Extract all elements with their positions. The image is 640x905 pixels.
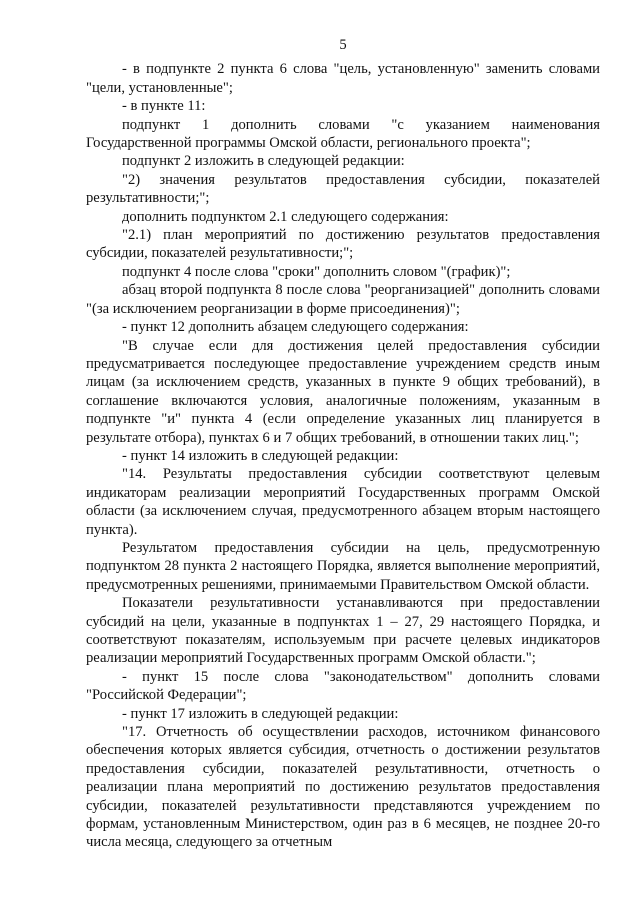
paragraph-4: подпункт 2 изложить в следующей редакции: [122,153,405,170]
document-body [86,60,600,851]
paragraph-1: - в подпункте 2 пункта 6 слова "цель, установленную" заменить словами "цели, установленные"; [86,61,600,96]
paragraph-6: дополнить подпунктом 2.1 следующего содержания: [122,208,449,225]
paragraph-16: - пункт 15 после слова "законодательством" дополнить словами "Российской Федерации"; [86,668,600,704]
paragraph-10: - пункт 12 дополнить абзацем следующего содержания: [122,319,469,336]
paragraph-12: - пункт 14 изложить в следующей редакции: [122,447,399,464]
paragraph-17: - пункт 17 изложить в следующей редакции: [122,705,399,722]
paragraph-7: "2.1) план мероприятий по достижению результатов предоставления субсидии, показателей результативности;"; [86,227,600,262]
paragraph-14: Результатом предоставления субсидии на цель, предусмотренную подпунктом 28 пункта 2 настоящего Порядка, является выполнение мероприятий, предусмотренных решениями, принимаемыми Правительством Омской области. [86,539,600,593]
paragraph-18: "17. Отчетность об осуществлении расходов, источником финансового обеспечения которых является субсидия, отчетность о достижении результатов предоставления субсидии, показателей результативности, отчетность о реализации плана мероприятий по достижению результатов предоставления субсидии, показателей результативности представляются учреждением по формам, установленным Министерством, один раз в 6 месяцев, не позднее 20-го числа месяца, следующего за отчетным [86,724,600,851]
paragraph-13: "14. Результаты предоставления субсидии соответствуют целевым индикаторам реализации мероприятий Государственных программ Омской области (за исключением случая, предусмотренного абзацем вторым настоящего пункта). [86,466,600,538]
paragraph-2: - в пункте 11: [122,98,206,115]
paragraph-8: подпункт 4 после слова "сроки" дополнить словом "(график)"; [122,263,511,280]
paragraph-11: "В случае если для достижения целей предоставления субсидии предусматривается последующее предоставление учреждением средств иным лицам (за исключением средств, указанных в пункте 9 общих требований), в соглашение включаются условия, аналогичные положениям, указанным в подпункте "и" пункта 4 (если определение указанных лиц планируется в результате отбора), пунктах 6 и 7 общих требований, в отношении таких лиц."; [86,337,600,446]
paragraph-15: Показатели результативности устанавливаются при предоставлении субсидий на цели, указанные в подпунктах 1 – 27, 29 настоящего Порядка, и соответствуют показателям, используемым при расчете целевых индикаторов реализации мероприятий Государственных программ Омской области."; [86,595,600,667]
paragraph-3: подпункт 1 дополнить словами "с указанием наименования Государственной программы Омской области, регионального проекта"; [86,116,600,152]
paragraph-9: абзац второй подпункта 8 после слова "реорганизацией" дополнить словами "(за исключением реорганизации в форме присоединения)"; [86,282,600,317]
paragraph-5: "2) значения результатов предоставления субсидии, показателей результативности;"; [86,171,600,207]
page-number: 5 [339,37,347,53]
